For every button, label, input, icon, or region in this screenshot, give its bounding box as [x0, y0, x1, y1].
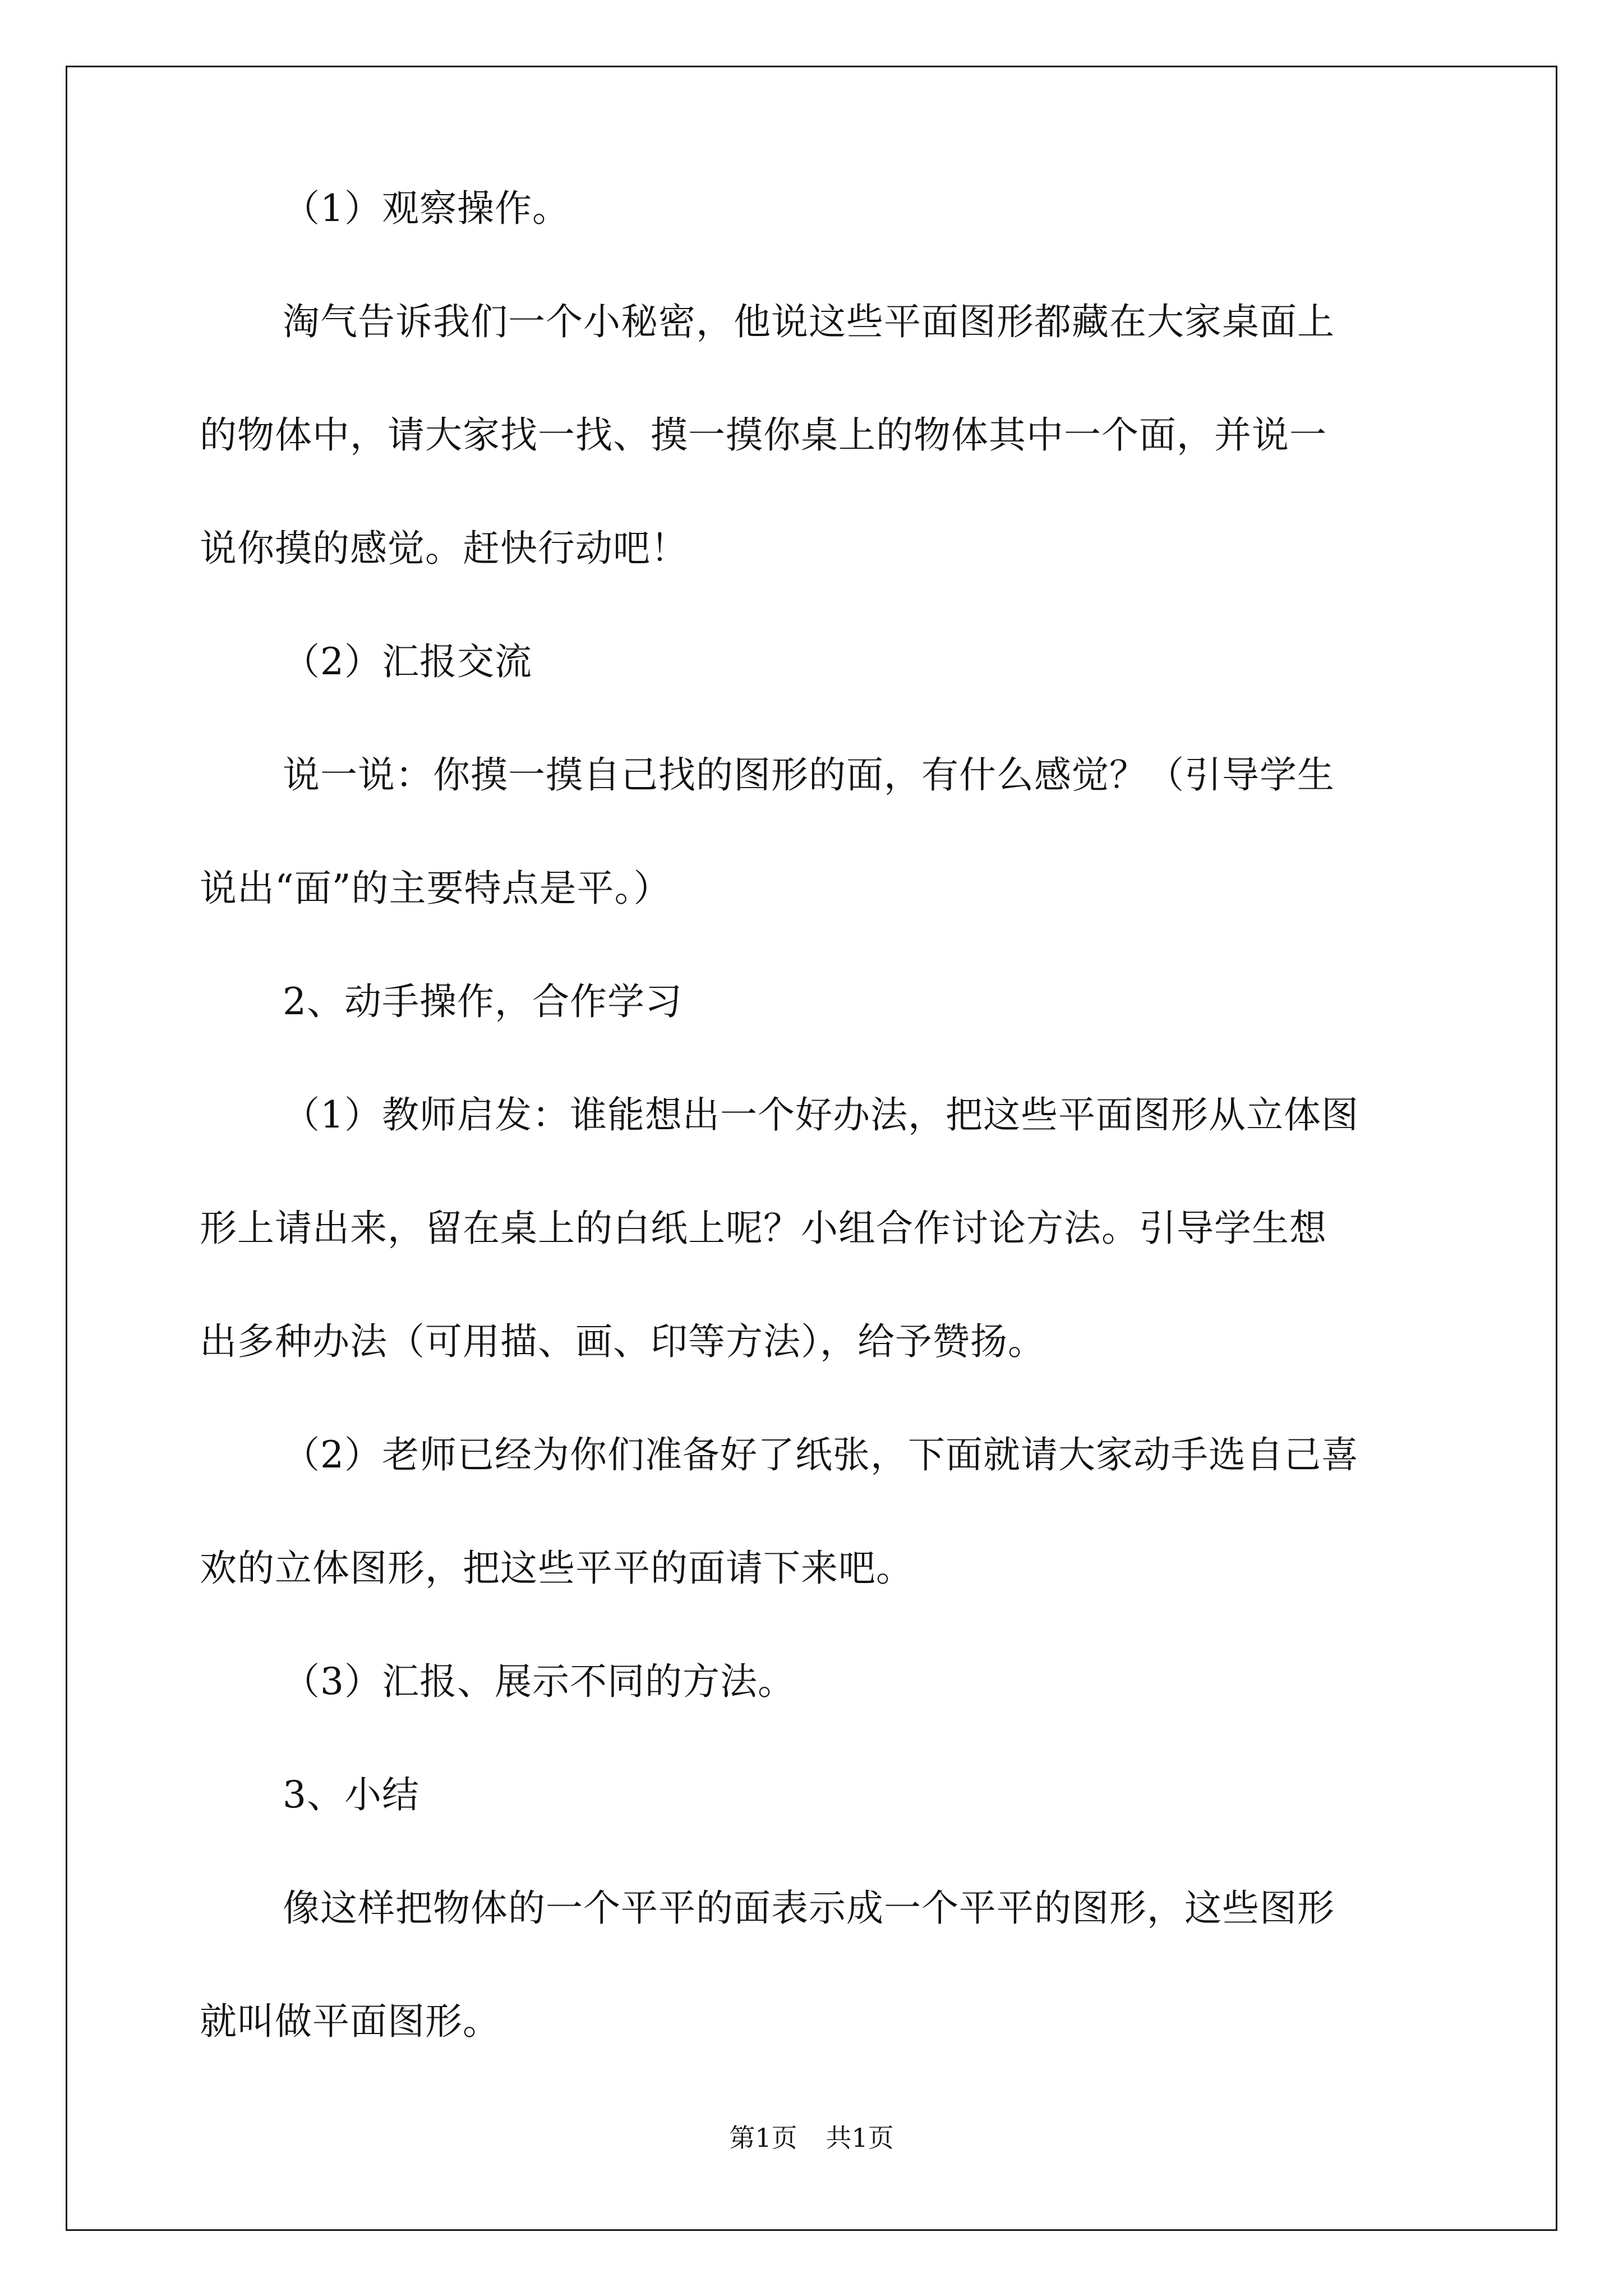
paragraph-line: （2）汇报交流 [283, 640, 532, 683]
paragraph-line: 欢的立体图形，把这些平平的面请下来吧。 [200, 1547, 914, 1590]
paragraph-line: （1）教师启发：谁能想出一个好办法，把这些平面图形从立体图 [283, 1093, 1359, 1137]
paragraph-line: （2）老师已经为你们准备好了纸张，下面就请大家动手选自己喜 [283, 1433, 1359, 1476]
paragraph-line: 说一说：你摸一摸自己找的图形的面，有什么感觉？（引导学生 [283, 753, 1335, 797]
paragraph-line: 说出“面”的主要特点是平。） [200, 867, 671, 910]
paragraph-line: 3、小结 [283, 1773, 419, 1816]
paragraph-line: （3）汇报、展示不同的方法。 [283, 1660, 795, 1703]
paragraph-line: 像这样把物体的一个平平的面表示成一个平平的图形，这些图形 [283, 1887, 1335, 1930]
paragraph-line: 说你摸的感觉。赶快行动吧！ [200, 527, 688, 570]
paragraph-line: 就叫做平面图形。 [200, 2000, 500, 2043]
page-footer [0, 2118, 1623, 2155]
paragraph-line: 淘气告诉我们一个小秘密，他说这些平面图形都藏在大家桌面上 [283, 300, 1335, 343]
paragraph-line: （1）观察操作。 [283, 187, 570, 230]
paragraph-line: 的物体中，请大家找一找、摸一摸你桌上的物体其中一个面，并说一 [200, 413, 1327, 457]
paragraph-line: 2、动手操作，合作学习 [283, 980, 683, 1023]
page-total: 共1页 [826, 2123, 894, 2153]
paragraph-line: 形上请出来，留在桌上的白纸上呢？小组合作讨论方法。引导学生想 [200, 1207, 1327, 1250]
page-number: 第1页 [729, 2123, 797, 2153]
paragraph-line: 出多种办法（可用描、画、印等方法），给予赞扬。 [200, 1320, 1045, 1363]
